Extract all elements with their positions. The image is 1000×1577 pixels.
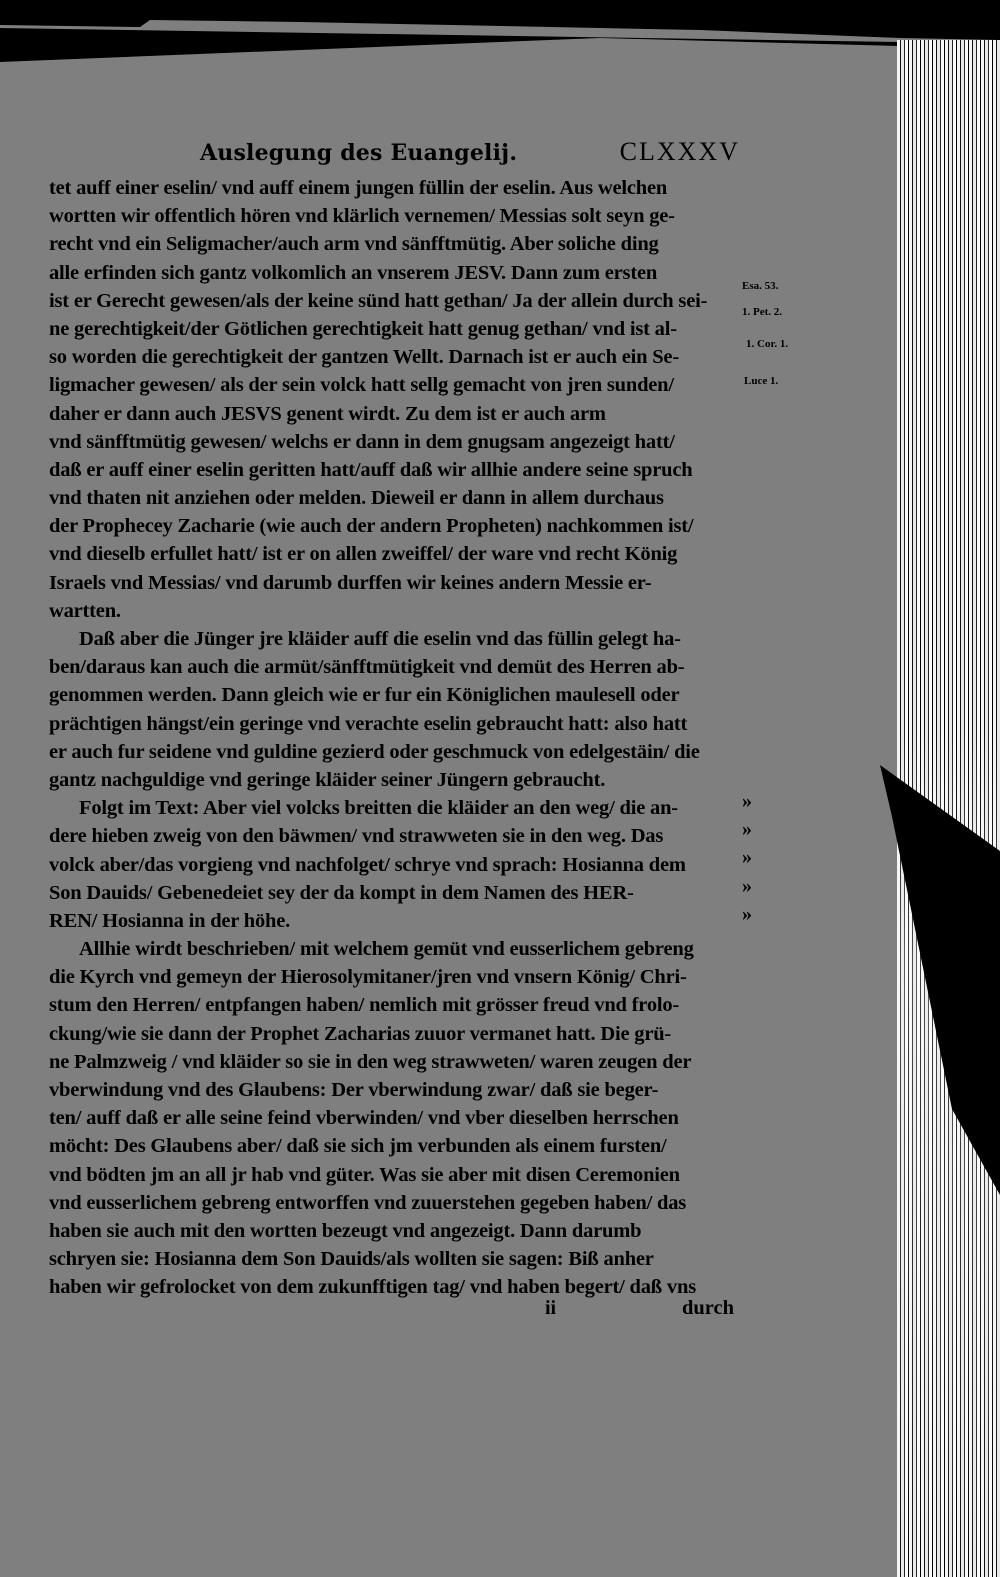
text-line: daher er dann auch JESVS genent wirdt. Zu dem ist er auch arm [49, 402, 606, 425]
text-line: tet auff einer eselin/ vnd auff einem jungen füllin der eselin. Aus welchen [49, 177, 668, 199]
text-line: ne gerechtigkeit/der Götlichen gerechtigkeit hatt genug gethan/ vnd ist al- [49, 317, 677, 340]
quote-mark: » [742, 846, 752, 869]
text-line: wartten. [49, 599, 121, 622]
page-top-shadow-lower [0, 28, 900, 62]
quote-mark: » [742, 818, 752, 841]
running-head: Auslegung des Euangelij. [200, 140, 518, 166]
text-line: schryen sie: Hosianna dem Son Dauids/als wollten sie sagen: Biß anher [49, 1248, 654, 1271]
text-line: vnd eusserlichem gebreng entworffen vnd zuuerstehen gegeben haben/ das [49, 1191, 687, 1214]
text-line: gantz nachguldige vnd geringe kläider seiner Jüngern gebraucht. [49, 768, 606, 791]
margin-note: 1. Cor. 1. [746, 338, 789, 350]
text-line: ben/daraus kan auch die armüt/sänfftmütigkeit vnd demüt des Herren ab- [49, 656, 685, 679]
folio-number: CLXXXV [619, 137, 740, 166]
text-line: wortten wir offentlich hören vnd klärlich vernemen/ Messias solt seyn ge- [49, 205, 675, 228]
signature-mark: ii [545, 1297, 557, 1319]
text-line: prächtigen hängst/ein geringe vnd verachte eselin gebraucht hatt: also hatt [49, 712, 688, 735]
quote-mark: » [742, 902, 752, 925]
text-line: vnd bödten jm an all jr hab vnd güter. Was sie aber mit disen Ceremonien [49, 1163, 680, 1186]
text-line: genommen werden. Dann gleich wie er fur ein Königlichen maulesell oder [49, 684, 680, 707]
text-line: ckung/wie sie dann der Prophet Zacharias zuuor vermanet hatt. Die grü- [49, 1022, 672, 1045]
text-line: ist er Gerecht gewesen/als der keine sünd hatt gethan/ Ja der allein durch sei- [49, 289, 708, 312]
text-line: ten/ auff daß er alle seine feind vberwinden/ vnd vber dieselben herrschen [49, 1107, 679, 1130]
text-line: vnd thaten nit anziehen oder melden. Dieweil er dann in allem durchaus [49, 487, 664, 510]
text-line: alle erfinden sich gantz volkomlich an vnserem JESV. Dann zum ersten [49, 261, 658, 284]
margin-note: Luce 1. [744, 375, 779, 387]
text-line: haben sie auch mit den wortten bezeugt vnd angezeigt. Dann darumb [49, 1219, 642, 1242]
text-line: ne Palmzweig / vnd kläider so sie in den weg strawweten/ waren zeugen der [49, 1050, 692, 1073]
text-line: vberwindung vnd des Glaubens: Der vberwindung zwar/ daß sie beger- [49, 1079, 659, 1101]
quote-mark: » [742, 790, 752, 812]
text-line: der Prophecey Zacharie (wie auch der andern Propheten) nachkommen ist/ [49, 515, 694, 538]
text-line: haben wir gefrolocket von dem zukunfftigen tag/ vnd haben begert/ daß vns [49, 1276, 696, 1299]
text-line: volck aber/das vorgieng vnd nachfolget/ schrye vnd sprach: Hosianna dem [49, 853, 686, 876]
text-line: so worden die gerechtigkeit der gantzen Wellt. Darnach ist er auch ein Se- [49, 346, 679, 369]
text-line: daß er auff einer eselin geritten hatt/auff daß wir allhie andere seine spruch [49, 458, 693, 481]
text-line: möcht: Des Glaubens aber/ daß sie sich jm verbunden als einem fursten/ [49, 1135, 667, 1158]
margin-note: Esa. 53. [742, 280, 779, 292]
text-line: er auch fur seidene vnd guldine gezierd oder geschmuck von edelgestäin/ die [49, 740, 700, 763]
text-line: die Kyrch vnd gemeyn der Hierosolymitaner/jren vnd vnsern König/ Chri- [49, 966, 687, 989]
text-line: Son Dauids/ Gebenedeiet sey der da kompt in dem Namen des HER- [49, 881, 634, 904]
margin-note: 1. Pet. 2. [742, 306, 783, 318]
text-line: Israels vnd Messias/ vnd darumb durffen wir keines andern Messie er- [49, 571, 652, 594]
text-line: REN/ Hosianna in der höhe. [49, 909, 291, 932]
text-line: ligmacher gewesen/ als der sein volck hatt sellg gemacht von jren sunden/ [49, 374, 674, 397]
text-line: Allhie wirdt beschrieben/ mit welchem gemüt vnd eusserlichem gebreng [79, 938, 694, 961]
body-text [49, 174, 739, 1302]
text-line: stum den Herren/ entpfangen haben/ nemlich mit grösser freud vnd frolo- [49, 994, 680, 1017]
text-line: dere hieben zweig von den bäwmen/ vnd strawweten sie in den weg. Das [49, 825, 664, 848]
page-header [200, 137, 740, 171]
text-line: recht vnd ein Seligmacher/auch arm vnd sänfftmütig. Aber soliche ding [49, 233, 659, 256]
text-line: Folgt im Text: Aber viel volcks breitten die kläider an den weg/ die an- [79, 797, 678, 820]
text-line: vnd dieselb erfullet hatt/ ist er on allen zweiffel/ der ware vnd recht König [49, 543, 678, 566]
text-line: Daß aber die Jünger jre kläider auff die eselin vnd das füllin gelegt ha- [79, 628, 681, 650]
quote-mark: » [742, 874, 752, 897]
catchword: durch [682, 1297, 735, 1319]
text-line: vnd sänfftmütig gewesen/ welchs er dann in dem gnugsam angezeigt hatt/ [49, 430, 675, 453]
